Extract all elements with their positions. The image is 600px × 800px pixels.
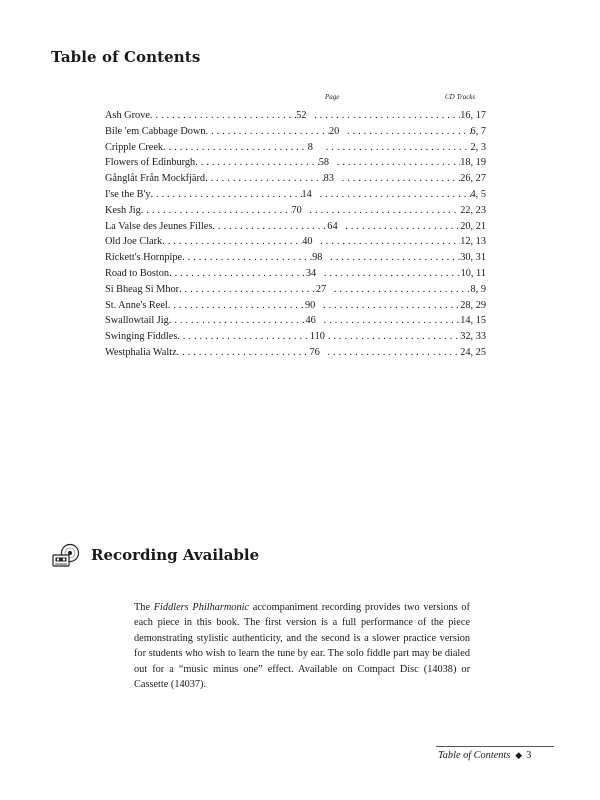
page-number: 3 bbox=[526, 750, 532, 761]
toc-entry-title: Si Bheag Si Mhor bbox=[105, 283, 180, 295]
toc-entry-title: Rickett's Hornpipe bbox=[105, 252, 183, 264]
toc-entry-tracks: 26, 27 bbox=[460, 173, 486, 185]
toc-entry-title: Swallowtail Jig bbox=[105, 315, 169, 327]
dot-leader bbox=[182, 252, 312, 263]
toc-list bbox=[105, 110, 486, 363]
toc-entry-page: 83 bbox=[323, 173, 334, 185]
dot-leader bbox=[168, 300, 305, 311]
toc-entry-tracks: 8, 9 bbox=[470, 283, 486, 295]
toc-entry-page: 70 bbox=[291, 204, 302, 216]
toc-entry-page: 40 bbox=[302, 236, 313, 248]
toc-entry bbox=[105, 126, 486, 142]
page-column-header: Page bbox=[325, 93, 340, 101]
toc-entry bbox=[105, 221, 486, 237]
dot-leader bbox=[347, 126, 471, 137]
toc-entry-title: Road to Boston bbox=[105, 267, 170, 279]
toc-entry-page: 76 bbox=[309, 346, 320, 358]
toc-entry-title: Swinging Fiddles bbox=[105, 331, 178, 343]
dot-leader bbox=[150, 110, 296, 121]
dot-leader bbox=[320, 236, 460, 247]
dot-leader bbox=[330, 252, 460, 263]
footer-rule bbox=[436, 746, 554, 747]
toc-entry-page: 98 bbox=[312, 252, 323, 264]
toc-entry-page: 34 bbox=[305, 267, 317, 279]
toc-entry-tracks: 12, 13 bbox=[460, 236, 486, 248]
toc-entry-tracks: 20, 21 bbox=[460, 220, 486, 232]
toc-entry-tracks: 14, 15 bbox=[460, 315, 486, 327]
recording-description bbox=[134, 600, 470, 692]
dot-leader bbox=[162, 236, 302, 247]
toc-entry-page: 64 bbox=[327, 220, 338, 232]
cd-tracks-column-header: CD Tracks bbox=[445, 93, 476, 101]
toc-entry bbox=[105, 347, 486, 363]
dot-leader bbox=[342, 173, 461, 184]
dot-leader bbox=[324, 268, 461, 279]
toc-entry-tracks: 4, 5 bbox=[470, 188, 486, 200]
toc-entry bbox=[105, 110, 486, 126]
toc-entry-page: 110 bbox=[309, 331, 325, 343]
toc-entry-title: Ash Grove bbox=[105, 110, 150, 121]
dot-leader bbox=[212, 221, 327, 232]
page-footer bbox=[438, 750, 531, 761]
recording-text-start: The bbox=[134, 602, 154, 613]
toc-entry bbox=[105, 205, 486, 221]
toc-entry-title: Westphalia Waltz bbox=[105, 346, 177, 358]
toc-entry bbox=[105, 142, 486, 158]
dot-leader bbox=[314, 110, 460, 121]
dot-leader bbox=[327, 347, 460, 358]
dot-leader bbox=[150, 189, 301, 200]
toc-entry-tracks: 24, 25 bbox=[460, 346, 486, 358]
toc-entry-page: 58 bbox=[318, 157, 330, 169]
toc-entry-tracks: 16, 17 bbox=[460, 110, 486, 121]
toc-entry-page: 20 bbox=[329, 125, 340, 137]
recording-name: Fiddlers Philharmonic bbox=[153, 602, 250, 613]
toc-entry-title: Gånglåt Från Mockfjärd bbox=[105, 173, 206, 185]
recording-text-rest: accompaniment recording provides two versions of each piece in this book. The first version is a full performance of the piece demonstrating stylistic authenticity, and the second is a slower practice version for students who wish to learn the tune by ear. The solo fiddle part may be dialed out for a “music minus one” effect. Available on Compact Disc (14038) or Cassette (14037). bbox=[134, 602, 470, 691]
toc-entry bbox=[105, 173, 486, 189]
dot-leader bbox=[169, 268, 306, 279]
diamond-icon: ◆ bbox=[515, 750, 523, 760]
toc-entry-page: 14 bbox=[301, 188, 312, 200]
dot-leader bbox=[169, 315, 306, 326]
dot-leader bbox=[324, 315, 461, 326]
dot-leader bbox=[177, 347, 310, 358]
dot-leader bbox=[205, 173, 324, 184]
toc-entry-tracks: 18, 19 bbox=[460, 157, 486, 169]
toc-entry-title: Kesh Jig bbox=[105, 204, 141, 216]
toc-entry-title: Flowers of Edinburgh bbox=[105, 157, 196, 169]
dot-leader bbox=[337, 157, 461, 168]
dot-leader bbox=[177, 331, 309, 342]
toc-entry-tracks: 10, 11 bbox=[460, 267, 486, 279]
toc-entry-title: Old Joe Clark bbox=[105, 236, 163, 248]
toc-entry-title: Cripple Creek bbox=[105, 141, 164, 153]
toc-entry-page: 52 bbox=[296, 110, 307, 121]
recording-title: Recording Available bbox=[91, 546, 260, 564]
dot-leader bbox=[163, 142, 308, 153]
toc-entry-title: Bile 'em Cabbage Down bbox=[105, 125, 206, 137]
toc-entry-title: I'se the B'y bbox=[105, 188, 151, 200]
toc-entry bbox=[105, 189, 486, 205]
toc-entry-page: 46 bbox=[305, 315, 316, 327]
dot-leader bbox=[320, 189, 471, 200]
toc-entry-title: St. Anne's Reel bbox=[105, 299, 168, 311]
toc-entry-title: La Valse des Jeunes Filles bbox=[105, 220, 213, 232]
dot-leader bbox=[323, 300, 460, 311]
dot-leader bbox=[310, 205, 461, 216]
toc-entry bbox=[105, 236, 486, 252]
toc-entry-page: 8 bbox=[307, 141, 313, 153]
dot-leader bbox=[179, 284, 316, 295]
dot-leader bbox=[141, 205, 292, 216]
toc-entry bbox=[105, 315, 486, 331]
toc-entry bbox=[105, 252, 486, 268]
toc-entry-page: 27 bbox=[315, 283, 327, 295]
toc-entry bbox=[105, 284, 486, 300]
toc-entry bbox=[105, 300, 486, 316]
toc-entry-tracks: 32, 33 bbox=[460, 331, 486, 343]
dot-leader bbox=[206, 126, 330, 137]
toc-entry-tracks: 22, 23 bbox=[460, 204, 486, 216]
toc-entry-page: 90 bbox=[305, 299, 316, 311]
toc-entry-tracks: 6, 7 bbox=[470, 125, 486, 137]
dot-leader bbox=[195, 157, 319, 168]
toc-entry-tracks: 2, 3 bbox=[470, 141, 486, 153]
dot-leader bbox=[345, 221, 460, 232]
page-title: Table of Contents bbox=[51, 48, 201, 66]
toc-entry-tracks: 28, 29 bbox=[460, 299, 486, 311]
footer-section-title: Table of Contents bbox=[438, 750, 511, 761]
cd-cassette-icon bbox=[51, 543, 81, 569]
dot-leader bbox=[328, 331, 460, 342]
dot-leader bbox=[326, 142, 471, 153]
dot-leader bbox=[334, 284, 471, 295]
toc-entry bbox=[105, 157, 486, 173]
toc-entry bbox=[105, 268, 486, 284]
toc-entry bbox=[105, 331, 486, 347]
toc-entry-tracks: 30, 31 bbox=[460, 252, 486, 264]
